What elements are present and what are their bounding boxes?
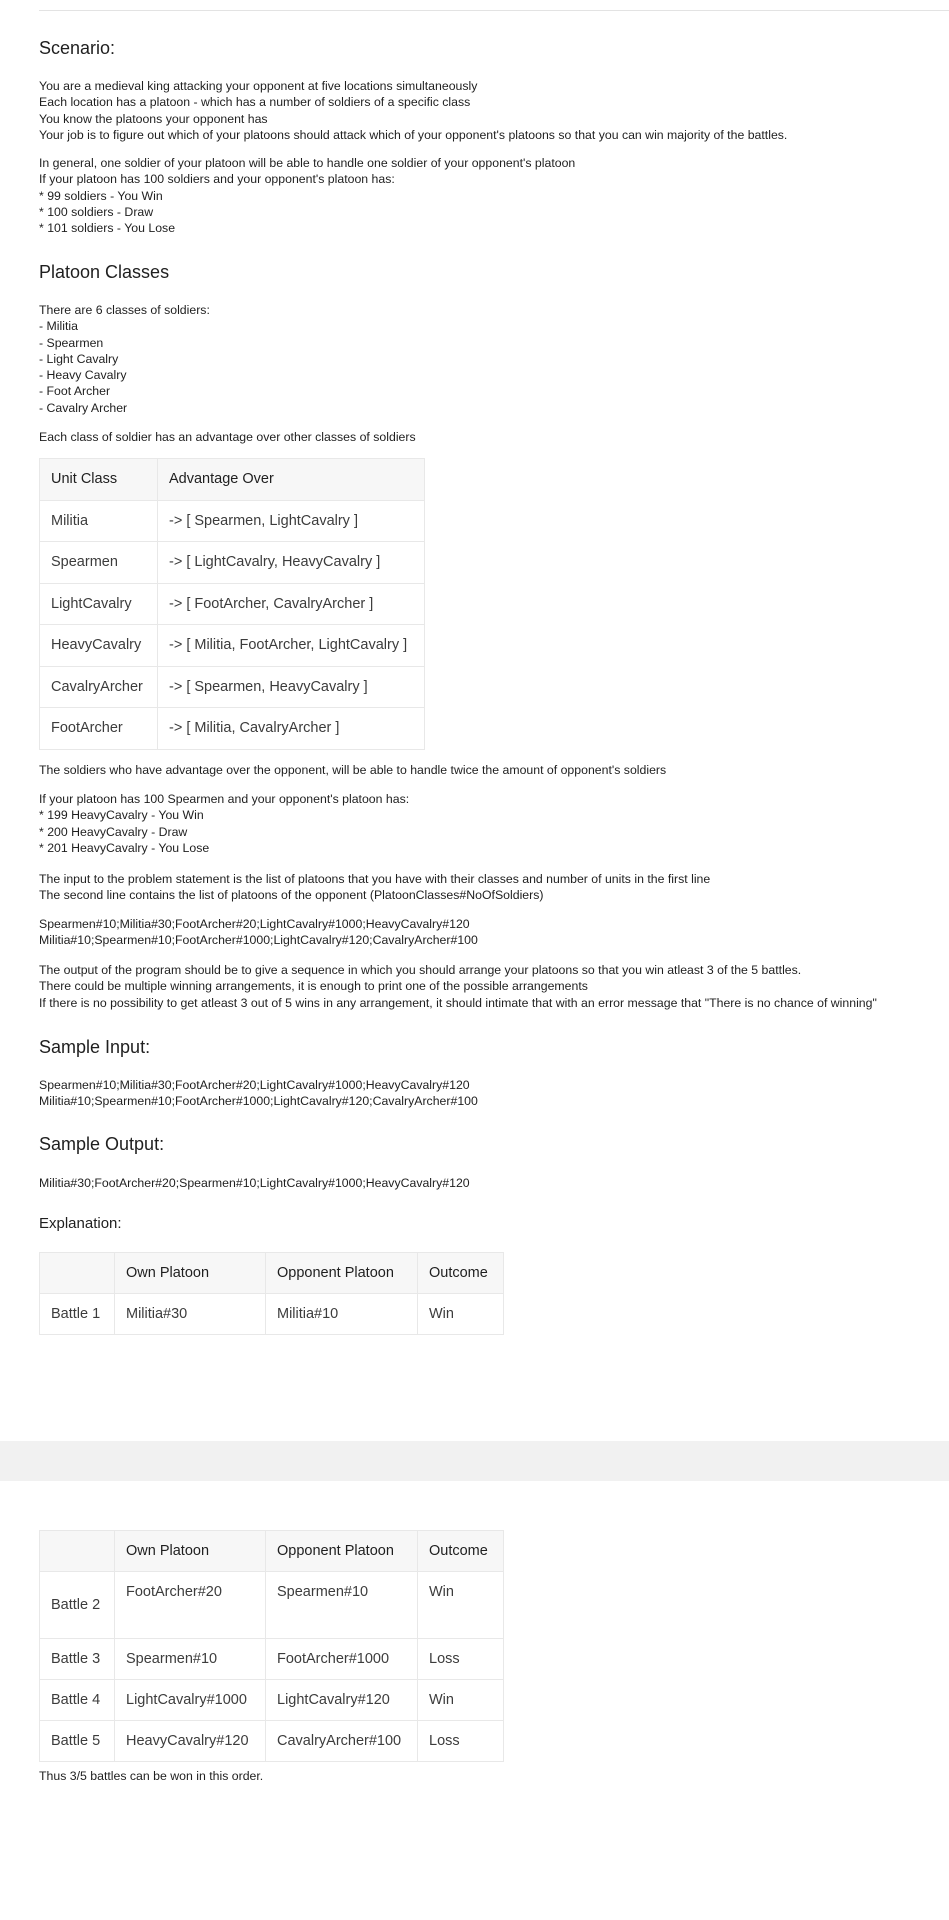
table-cell: -> [ FootArcher, CavalryArcher ] [158, 583, 425, 625]
table-cell: FootArcher#1000 [266, 1639, 418, 1680]
table-cell: Militia [40, 500, 158, 542]
table-cell: FootArcher#20 [115, 1572, 266, 1639]
top-divider [39, 10, 949, 11]
text-line: * 101 soldiers - You Lose [39, 221, 176, 236]
column-header: Outcome [418, 1531, 504, 1572]
twice-rule-line [39, 762, 944, 778]
text-line: There are 6 classes of soldiers: [39, 303, 210, 317]
text-line: Each location has a platoon - which has a number of soldiers of a specific class [39, 95, 471, 110]
text-line: * 200 HeavyCavalry - Draw [39, 824, 188, 839]
text-line: Thus 3/5 battles can be won in this order. [39, 1769, 264, 1783]
table-cell: CavalryArcher [40, 666, 158, 708]
table-cell: Spearmen#10 [115, 1639, 266, 1680]
table-header-row [40, 1531, 504, 1572]
table-cell: Win [418, 1680, 504, 1721]
table-cell: -> [ LightCavalry, HeavyCavalry ] [158, 542, 425, 584]
table-row [40, 1572, 504, 1639]
table-cell: LightCavalry#1000 [115, 1680, 266, 1721]
explanation-table-part-1 [39, 1252, 504, 1335]
text-line: The second line contains the list of platoons of the opponent (PlatoonClasses#NoOfSoldiers) [39, 888, 544, 903]
table-cell: LightCavalry#120 [266, 1680, 418, 1721]
output-description [39, 962, 944, 1011]
text-line: * 100 soldiers - Draw [39, 204, 154, 219]
table-row [40, 500, 425, 542]
text-line: If your platoon has 100 Spearmen and your opponent's platoon has: [39, 792, 410, 806]
text-line: Your job is to figure out which of your platoons should attack which of your opponent's platoons so that you can win majority of the battles. [39, 127, 788, 142]
text-line: Each class of soldier has an advantage over other classes of soldiers [39, 430, 416, 444]
column-header: Unit Class [40, 459, 158, 501]
table-cell: FootArcher [40, 708, 158, 750]
text-line: * 99 soldiers - You Win [39, 188, 163, 203]
column-header: Opponent Platoon [266, 1253, 418, 1294]
table-row [40, 1680, 504, 1721]
table-row [40, 666, 425, 708]
table-row [40, 625, 425, 667]
table-cell: LightCavalry [40, 583, 158, 625]
table-cell: Win [418, 1572, 504, 1639]
text-line: Spearmen#10;Militia#30;FootArcher#20;LightCavalry#1000;HeavyCavalry#120 [39, 1078, 470, 1092]
sample-input-lines [39, 1077, 944, 1110]
column-header [40, 1531, 115, 1572]
scenario-paragraph-1 [39, 78, 944, 143]
list-item: - Foot Archer [39, 384, 111, 399]
text-line: The soldiers who have advantage over the opponent, will be able to handle twice the amount of opponent's soldiers [39, 763, 667, 777]
list-item: - Spearmen [39, 335, 104, 350]
sample-input-heading: Sample Input: [39, 1037, 151, 1057]
text-line: Militia#10;Spearmen#10;FootArcher#1000;LightCavalry#120;CavalryArcher#100 [39, 933, 478, 948]
text-line: If your platoon has 100 soldiers and your opponent's platoon has: [39, 172, 395, 187]
column-header: Own Platoon [115, 1253, 266, 1294]
text-line: In general, one soldier of your platoon will be able to handle one soldier of your opponent's platoon [39, 156, 576, 170]
table-cell: Battle 3 [40, 1639, 115, 1680]
table-cell: Battle 4 [40, 1680, 115, 1721]
scenario-paragraph-2 [39, 155, 944, 236]
text-line: The input to the problem statement is the list of platoons that you have with their classes and number of units in the first line [39, 872, 711, 886]
explanation-heading: Explanation: [39, 1215, 122, 1232]
text-line: Militia#10;Spearmen#10;FootArcher#1000;LightCavalry#120;CavalryArcher#100 [39, 1094, 478, 1109]
table-cell: -> [ Spearmen, LightCavalry ] [158, 500, 425, 542]
column-header: Outcome [418, 1253, 504, 1294]
table-header-row [40, 1253, 504, 1294]
table-cell: Militia#30 [115, 1294, 266, 1335]
table-cell: HeavyCavalry#120 [115, 1721, 266, 1762]
table-row [40, 583, 425, 625]
text-line: If there is no possibility to get atleast 3 out of 5 wins in any arrangement, it should intimate that with an error message that "There is no chance of winning" [39, 995, 877, 1010]
list-item: - Militia [39, 319, 78, 334]
column-header: Own Platoon [115, 1531, 266, 1572]
input-description [39, 871, 944, 904]
table-row [40, 1721, 504, 1762]
advantage-intro [39, 429, 944, 445]
column-header: Advantage Over [158, 459, 425, 501]
advantage-table [39, 458, 425, 750]
input-example [39, 916, 944, 949]
sample-output-line [39, 1175, 944, 1191]
text-line: * 199 HeavyCavalry - You Win [39, 808, 204, 823]
table-cell: CavalryArcher#100 [266, 1721, 418, 1762]
table-cell: -> [ Spearmen, HeavyCavalry ] [158, 666, 425, 708]
classes-list [39, 302, 944, 416]
table-cell: -> [ Militia, CavalryArcher ] [158, 708, 425, 750]
table-row [40, 1294, 504, 1335]
column-header: Opponent Platoon [266, 1531, 418, 1572]
list-item: - Heavy Cavalry [39, 368, 127, 383]
text-line: You are a medieval king attacking your opponent at five locations simultaneously [39, 79, 478, 93]
table-cell: Militia#10 [266, 1294, 418, 1335]
table-cell: -> [ Militia, FootArcher, LightCavalry ] [158, 625, 425, 667]
table-cell: Loss [418, 1639, 504, 1680]
page-break-gap [0, 1441, 949, 1481]
text-line: Militia#30;FootArcher#20;Spearmen#10;LightCavalry#1000;HeavyCavalry#120 [39, 1176, 470, 1190]
text-line: * 201 HeavyCavalry - You Lose [39, 840, 210, 855]
column-header [40, 1253, 115, 1294]
text-line: Spearmen#10;Militia#30;FootArcher#20;LightCavalry#1000;HeavyCavalry#120 [39, 917, 470, 931]
table-cell: Win [418, 1294, 504, 1335]
table-cell: Battle 1 [40, 1294, 115, 1335]
text-line: The output of the program should be to give a sequence in which you should arrange your platoons so that you win atleast 3 of the 5 battles. [39, 963, 802, 977]
table-cell: HeavyCavalry [40, 625, 158, 667]
table-cell: Spearmen [40, 542, 158, 584]
table-header-row [40, 459, 425, 501]
spearmen-example [39, 791, 944, 856]
explanation-table-part-2 [39, 1530, 504, 1762]
table-row [40, 1639, 504, 1680]
scenario-heading: Scenario: [39, 38, 116, 58]
text-line: There could be multiple winning arrangements, it is enough to print one of the possible arrangements [39, 979, 588, 994]
sample-output-heading: Sample Output: [39, 1134, 165, 1154]
table-cell: Battle 2 [40, 1572, 115, 1639]
list-item: - Light Cavalry [39, 351, 119, 366]
text-line: You know the platoons your opponent has [39, 111, 268, 126]
table-cell: Loss [418, 1721, 504, 1762]
table-row [40, 542, 425, 584]
platoon-classes-heading: Platoon Classes [39, 262, 170, 282]
table-row [40, 708, 425, 750]
conclusion-line [39, 1768, 944, 1784]
table-cell: Battle 5 [40, 1721, 115, 1762]
list-item: - Cavalry Archer [39, 400, 128, 415]
table-cell: Spearmen#10 [266, 1572, 418, 1639]
